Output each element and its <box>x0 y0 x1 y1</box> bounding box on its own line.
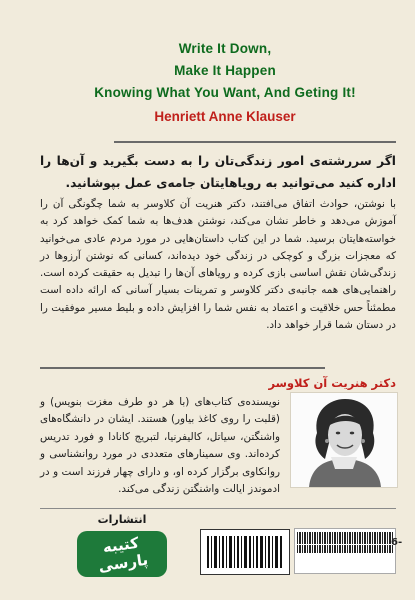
author-bio-heading: دکتر هنریت آن کلاوسر <box>268 376 396 390</box>
title-line-2: Make It Happen <box>174 63 276 78</box>
title-line-1: Write It Down, <box>178 41 272 56</box>
publisher-emblem-icon <box>77 531 167 577</box>
english-title-block <box>60 38 390 128</box>
publisher-label: انتشارات <box>97 513 147 526</box>
barcode-icon <box>201 530 289 574</box>
top-divider <box>114 141 396 143</box>
author-portrait-image <box>291 393 397 487</box>
barcode <box>200 529 290 575</box>
author-bio-text: نویسنده‌ی کتاب‌های (با هر دو طرف مغزت بنویس) و (قلبت را روی کاغذ بیاور) هستند. ایشان در دانشگاه‌های واشنگتن، سیاتل، کالیفرنیا، لتبریج کانادا و فورد تدریس کرده‌اند. وی سمینارهای متعددی در مورد روانشناسی و روانکاوی برگزار کرده او، و دارای چهار فرزند است و در ادموندز ایالت واشنگتن زندگی می‌کند. <box>40 396 280 496</box>
edge-mark: 6- <box>391 537 403 548</box>
sticker-barcode-icon <box>297 532 393 544</box>
publisher-logo <box>72 512 172 582</box>
sticker-barcode-icon-2 <box>297 545 393 553</box>
author-photo <box>290 392 398 488</box>
price-sticker <box>294 528 396 574</box>
middle-divider <box>40 367 325 369</box>
title-line-3: Knowing What You Want, And Geting It! <box>94 85 356 100</box>
intro-paragraph: اگر سررشته‌ی امور زندگی‌تان را به دست بگیرید و آن‌ها را اداره کنید می‌توانید به رویاهایتان جامه‌ی عمل بپوشانید. <box>40 154 396 190</box>
description-paragraph: با نوشتن، حوادث اتفاق می‌افتند، دکتر هنریت آن کلاوسر به شما چگونگی آن را آموزش می‌دهد و خاطر نشان می‌کند، نوشتن هدف‌ها به شما کمک خواهد کرد به خواسته‌هایتان برسید. شما در این کتاب داستان‌هایی در مورد مردم عادی می‌خوانید که معجزات بزرگ و کوچکی در زندگی خود دیده‌اند، کسانی که نوشتن آرزوها در زندگی‌شان نقش اساسی بازی کرده و رویاهای آن‌ها را تبدیل به حقیقت کرده است. راهنمایی‌های همه جانبه‌ی دکتر کلاوسر و تمرینات بسیار آسانی که ارائه داده است مطمئناً حس خلاقیت و اعتماد به نفس شما را افزایش داده و بلیط مسیر موفقیت را در دستان شما قرار خواهد داد. <box>40 198 396 332</box>
bottom-divider <box>40 508 396 509</box>
author-name: Henriett Anne Klauser <box>154 109 296 124</box>
publisher-name: کتیبه پارسی <box>97 533 150 576</box>
